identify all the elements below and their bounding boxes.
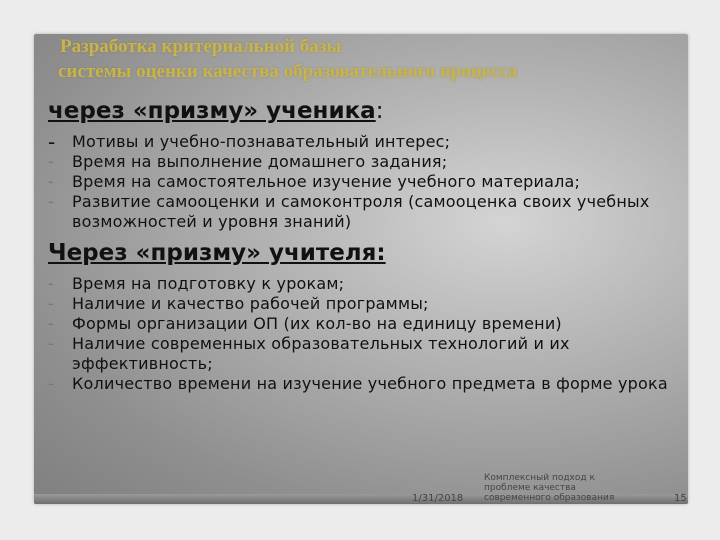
footer-note: Комплексный подход к проблеме качества современного образования — [484, 473, 615, 503]
title-line-2: системы оценки качества образовательного процесса — [58, 61, 518, 82]
student-heading: через «призму» ученика: — [48, 98, 384, 124]
slide-body — [48, 96, 683, 394]
teacher-item-2: - Наличие и качество рабочей программы; — [48, 294, 429, 313]
student-item-3: - Время на самостоятельное изучение учебного материала; — [48, 172, 581, 191]
footer-date: 1/31/2018 — [412, 493, 464, 504]
teacher-item-3: - Формы организации ОП (их кол-во на единицу времени) — [48, 314, 562, 333]
teacher-item-1: - Время на подготовку к урокам; — [48, 274, 345, 293]
slide-title — [60, 34, 700, 84]
student-item-1: - Мотивы и учебно-познавательный интерес; — [48, 130, 451, 154]
teacher-item-4: - Наличие современных образовательных технологий и их эффективность; — [48, 334, 570, 373]
teacher-item-5: - Количество времени на изучение учебного предмета в форме урока — [48, 374, 668, 393]
student-item-4: - Развитие самооценки и самоконтроля (самооценка своих учебных возможностей и уровня знаний) — [48, 192, 650, 231]
teacher-heading: Через «призму» учителя: — [48, 240, 386, 266]
title-line-1: Разработка критериальной базы — [60, 36, 342, 57]
slide-number: 15 — [674, 493, 687, 504]
student-item-2: - Время на выполнение домашнего задания; — [48, 152, 448, 171]
